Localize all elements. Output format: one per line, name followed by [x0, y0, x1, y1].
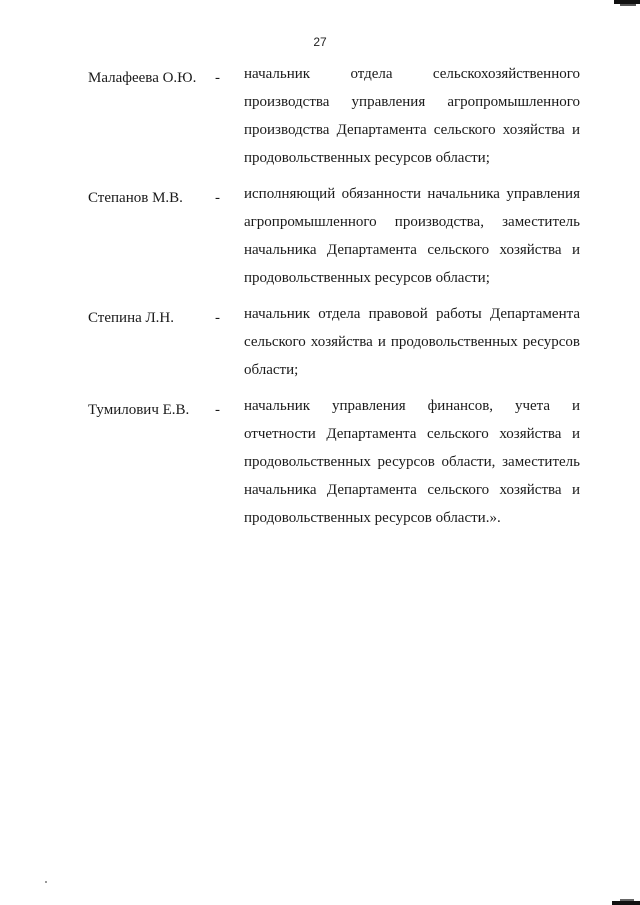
position-description: исполняющий обязанности начальника управления агропромышленного производства, заместитель начальника Департамента сельского хозяйства и продовольственных ресурсов области; — [244, 186, 580, 286]
person-name: Тумилович Е.В. — [88, 402, 190, 418]
entries-list — [0, 60, 640, 532]
scan-speck — [45, 881, 47, 883]
position-description: начальник отдела сельскохозяйственного производства управления агропромышленного производства Департамента сельского хозяйства и продовольственных ресурсов области; — [244, 66, 580, 166]
person-name: Малафеева О.Ю. — [88, 70, 197, 86]
dash-separator: - — [215, 402, 220, 418]
dash-separator: - — [215, 190, 220, 206]
dash-separator: - — [215, 310, 220, 326]
position-description: начальник отдела правовой работы Департамента сельского хозяйства и продовольственных ресурсов области; — [244, 306, 580, 378]
page-number: 27 — [313, 35, 327, 49]
list-item — [0, 180, 640, 292]
person-name: Степанов М.В. — [88, 190, 183, 206]
dash-separator: - — [215, 70, 220, 86]
scan-mark-bottom — [612, 901, 640, 905]
list-item — [0, 392, 640, 532]
list-item — [0, 300, 640, 384]
scan-mark-top — [614, 0, 640, 4]
list-item — [0, 60, 640, 172]
position-description: начальник управления финансов, учета и отчетности Департамента сельского хозяйства и продовольственных ресурсов области, заместитель начальника Департамента сельского хозяйства и продовольственных ресурсов области.». — [244, 398, 580, 526]
person-name: Степина Л.Н. — [88, 310, 175, 326]
